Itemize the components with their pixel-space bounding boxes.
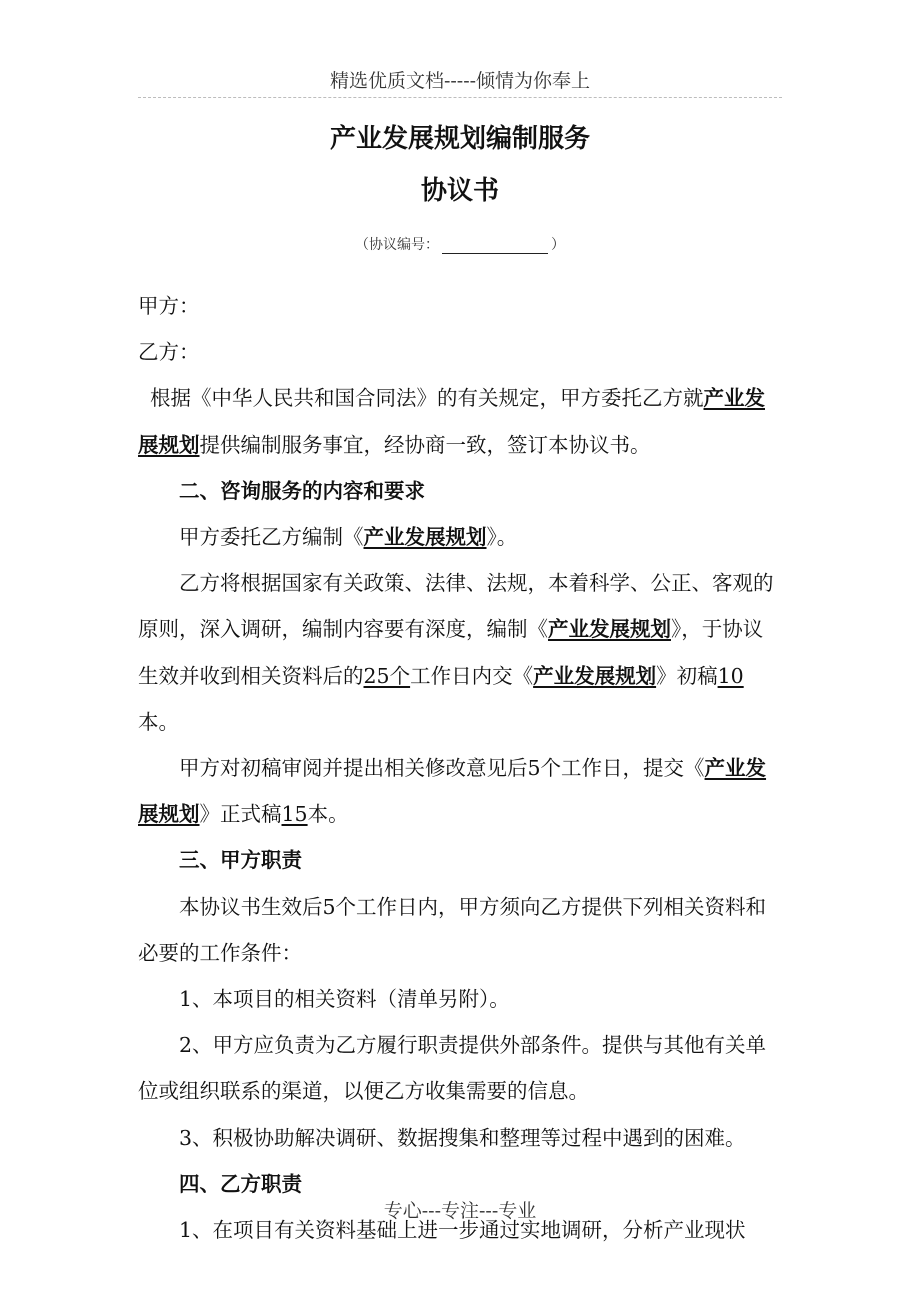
s2p3-text-3: 本。 [307, 802, 349, 827]
section3-item-3: 3、积极协助解决调研、数据搜集和整理等过程中遇到的困难。 [179, 1125, 746, 1150]
header-divider [138, 97, 782, 98]
agreement-number [0, 234, 920, 254]
agreement-number-blank [442, 239, 548, 254]
section4-item-1: 1、在项目有关资料基础上进一步通过实地调研，分析产业现状 [179, 1218, 746, 1243]
intro-text-2: 提供编制服务事宜，经协商一致，签订本协议书。 [199, 432, 651, 457]
project-name: 产业发展规划 [363, 525, 487, 550]
agreement-number-suffix: ） [551, 237, 565, 253]
project-name: 产业发展规划 [138, 386, 765, 457]
project-name: 产业发展规划 [548, 617, 671, 642]
section2-paragraph-1 [138, 514, 782, 560]
section-heading-3: 三、甲方职责 [179, 848, 302, 873]
intro-text-1: 根据《中华人民共和国合同法》的有关规定，甲方委托乙方就 [150, 386, 704, 411]
party-a-line: 甲方： [138, 294, 200, 318]
s2p3-text-2: 》正式稿 [199, 802, 282, 827]
party-b-line: 乙方： [138, 340, 200, 365]
final-copies: 15 [281, 802, 308, 827]
intro-paragraph [138, 375, 782, 467]
workday-count: 25个 [363, 663, 411, 688]
s2p2-text-3: 工作日内交《 [410, 663, 534, 688]
document-title: 产业发展规划编制服务 [329, 124, 590, 154]
s2p2-text-1: 乙方将根据国家有关政策、法律、法规，本着科学、公正、客观的原则，深入调研，编制内容要有深度，编制《 [138, 571, 774, 642]
section3-paragraph-1: 本协议书生效后5个工作日内，甲方须向乙方提供下列相关资料和必要的工作条件： [138, 894, 767, 965]
s2p2-text-2: 》，于协议生效并收到相关资料后的 [138, 617, 764, 688]
agreement-number-prefix: （协议编号： [355, 237, 439, 253]
draft-copies: 10 [717, 663, 744, 688]
s2p2-text-5: 本。 [138, 709, 179, 734]
section2-paragraph-2 [138, 560, 782, 745]
s2p1-prefix: 甲方委托乙方编制《 [179, 525, 364, 550]
s2p1-suffix: 》。 [486, 525, 518, 550]
s2p3-text-1: 甲方对初稿审阅并提出相关修改意见后5个工作日，提交《 [179, 756, 705, 781]
page-footer: 专心---专注---专业 [383, 1200, 537, 1222]
section3-item-2: 2、甲方应负责为乙方履行职责提供外部条件。提供与其他有关单位或组织联系的渠道，以便乙方收集需要的信息。 [138, 1033, 767, 1104]
project-name: 产业发展规划 [138, 756, 767, 827]
s2p2-text-4: 》初稿 [656, 663, 718, 688]
page-header: 精选优质文档-----倾情为你奉上 [329, 70, 591, 92]
document-body [138, 283, 782, 1253]
project-name: 产业发展规划 [533, 663, 657, 688]
section-heading-2: 二、咨询服务的内容和要求 [179, 478, 425, 503]
section2-paragraph-3 [138, 745, 782, 837]
section-heading-4: 四、乙方职责 [179, 1171, 302, 1196]
document-subtitle: 协议书 [420, 176, 499, 206]
section3-item-1: 1、本项目的相关资料（清单另附）。 [179, 987, 510, 1012]
